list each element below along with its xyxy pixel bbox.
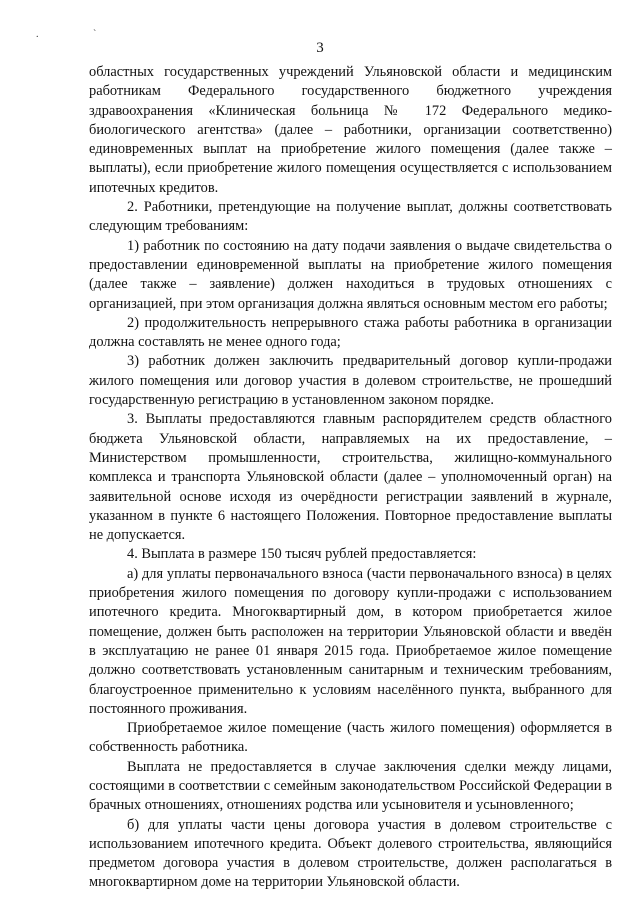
subitem-b: б) для уплаты части цены договора участия в долевом строительстве с использованием ипотечного кредита. Объект долевого строительства, являющийся предметом договора участия в долевом строительстве, должен располагаться в многоквартирном доме на территории Ульяновской области. [89, 816, 612, 891]
paragraph-3: 3. Выплаты предоставляются главным распорядителем средств областного бюджета Ульяновской области, направляемых на их предоставление, – Министерством промышленности, строительства, жилищно-коммунального комплекса и транспорта Ульяновской области (далее – уполномоченный орган) на заявительной основе исходя из очерёдности регистрации заявлений в журнале, указанном в пункте 6 настоящего Положения. Повторное предоставление выплаты не допускается. [89, 411, 612, 544]
list-item-3: 3) работник должен заключить предварительный договор купли-продажи жилого помещения или договор участия в долевом строительстве, не прошедший государственную регистрацию в установленном законом порядке. [89, 353, 612, 409]
paragraph-continuation: областных государственных учреждений Ульяновской области и медицинским работникам Федерального государственного бюджетного учреждения здравоохранения «Клиническая больница № 172 Федерального медико-биологического агентства» (далее – работники, организации соответственно) единовременных выплат на приобретение жилого помещения (далее также – выплаты), если приобретение жилого помещения осуществляется с использованием ипотечных кредитов. [89, 64, 612, 196]
document-body [89, 63, 612, 893]
paragraph-2: 2. Работники, претендующие на получение выплат, должны соответствовать следующим требованиям: [89, 199, 612, 235]
page-number: 3 [316, 40, 324, 56]
corner-marks: . ` [36, 29, 123, 40]
list-item-1: 1) работник по состоянию на дату подачи заявления о выдаче свидетельства о предоставлении единовременной выплаты на приобретение жилого помещения (далее также – заявление) должен находиться в трудовых отношениях с организацией, при этом организация должна являться основным местом его работы; [89, 237, 612, 312]
paragraph-exclusion: Выплата не предоставляется в случае заключения сделки между лицами, состоящими в соответствии с семейным законодательством Российской Федерации в брачных отношениях, отношениях родства или усыновителя и усыновленного; [89, 758, 612, 814]
paragraph-ownership: Приобретаемое жилое помещение (часть жилого помещения) оформляется в собственность работника. [89, 720, 612, 756]
list-item-2: 2) продолжительность непрерывного стажа работы работника в организации должна составлять не менее одного года; [89, 314, 612, 351]
subitem-a: а) для уплаты первоначального взноса (части первоначального взноса) в целях приобретения жилого помещения по договору купли-продажи с использованием ипотечного кредита. Многоквартирный дом, в котором приобретается жилое помещение, должен быть расположен на территории Ульяновской области и введён в эксплуатацию не ранее 01 января 2015 года. Приобретаемое жилое помещение должно соответствовать установленным санитарным и техническим требованиям, благоустроенное применительно к условиям населённого пункта, выбранного для постоянного проживания. [89, 565, 612, 717]
paragraph-4: 4. Выплата в размере 150 тысяч рублей предоставляется: [127, 546, 477, 563]
